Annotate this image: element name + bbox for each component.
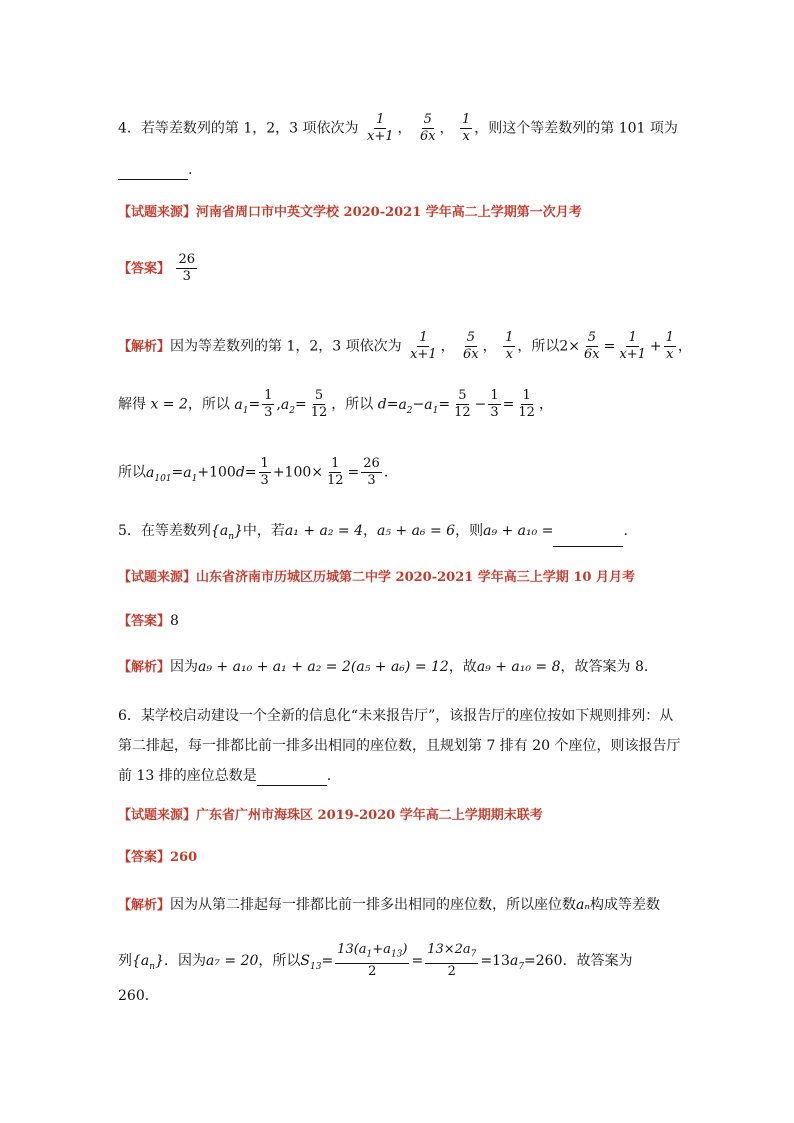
q6-stem-1: 6．某学校启动建设一个全新的信息化“未来报告厅”，该报告厅的座位按如下规则排列：从: [118, 708, 674, 724]
q5-source: 【试题来源】山东省济南市历城区历城第二中学 2020-2021 学年高三上学期 10 月月考: [118, 570, 635, 585]
q4-stem: 4．若等差数列的第 1，2，3 项依次为 $\frac{1}{x+1}$ ， $\frac{5}{6x}$ ， $\frac{1}{x}$ ，则这个等差数列的第 101 项为: [118, 112, 678, 144]
q4-stem-text: 4．若等差数列的第 1，2，3 项依次为: [118, 120, 359, 137]
q5-stem: 5．在等差数列$\{a_n\}$中，若a₁ + a₂ = 4，a₅ + a₆ = 6，则a₉ + a₁₀ = .: [118, 521, 694, 547]
q6-stem-2: 第二排起，每一排都比前一排多出相同的座位数，且规划第 7 排有 20 个座位，则该报告厅: [118, 738, 681, 754]
q4-analysis-1: 【解析】因为等差数列的第 1，2，3 项依次为 $\frac{1}{x+1}$ ， $\frac{5}{6x}$ ， $\frac{1}{x}$ ，所以2× $\frac{5}{6x}$ = $\frac{1}{x+1}$ + $\frac{1}{x}$ ，: [118, 330, 692, 362]
q6-analysis-1: 【解析】因为从第二排起每一排都比前一排多出相同的座位数，所以座位数aₙ构成等差数: [118, 897, 661, 913]
q4-stem-post: ，则这个等差数列的第 101 项为: [474, 120, 678, 137]
q6-source: 【试题来源】广东省广州市海珠区 2019-2020 学年高二上学期期末联考: [118, 808, 543, 823]
q4-source: 【试题来源】河南省周口市中英文学校 2020-2021 学年高二上学期第一次月考: [118, 205, 582, 220]
q6-analysis-2: 列$\{a_n\}$．因为a₇ = 20，所以$S_{13}=$ $\frac{13(a_1+a_{13})}{2}$ = $\frac{13\times 2a_7}{2}$ $=13a_7=260$．故答案为: [118, 942, 633, 979]
q4-answer-blank: [118, 165, 188, 180]
q4-blank-line: .: [118, 160, 694, 180]
q6-analysis-3: 260．: [118, 988, 159, 1004]
q4-frac-2: $\frac{5}{6x}$: [419, 112, 436, 144]
q4-frac-1: $\frac{1}{x+1}$: [366, 112, 394, 144]
q4-answer: [118, 252, 694, 285]
q4-answer-frac: $\frac{26}{3}$: [178, 252, 196, 284]
q4-analysis-3: 所以$a_{101}=a_1+100d=$ $\frac{1}{3}$ +100× $\frac{1}{12}$ = $\frac{26}{3}$ .: [118, 456, 389, 488]
q5-answer-blank: [553, 532, 623, 547]
q6-answer: 【答案】260: [118, 850, 198, 865]
q4-frac-3: $\frac{1}{x}$: [462, 112, 471, 144]
q4-analysis-2: 解得 x = 2，所以 $a_1=$ $\frac{1}{3}$ $,a_2=$ $\frac{5}{12}$ ，所以 $d=a_2-a_1=$ $\frac{5}{12}$ − $\frac{1}{3}$ = $\frac{1}{12}$ ，: [118, 388, 553, 420]
q4-answer-label: 【答案】: [118, 261, 171, 277]
q6-answer-blank: [257, 771, 327, 786]
q6-stem-3: 前 13 排的座位总数是 .: [118, 768, 332, 784]
q5-analysis: 【解析】因为a₉ + a₁₀ + a₁ + a₂ = 2(a₅ + a₆) = 12，故a₉ + a₁₀ = 8，故答案为 8.: [118, 659, 649, 675]
q5-answer: 【答案】8: [118, 613, 179, 629]
